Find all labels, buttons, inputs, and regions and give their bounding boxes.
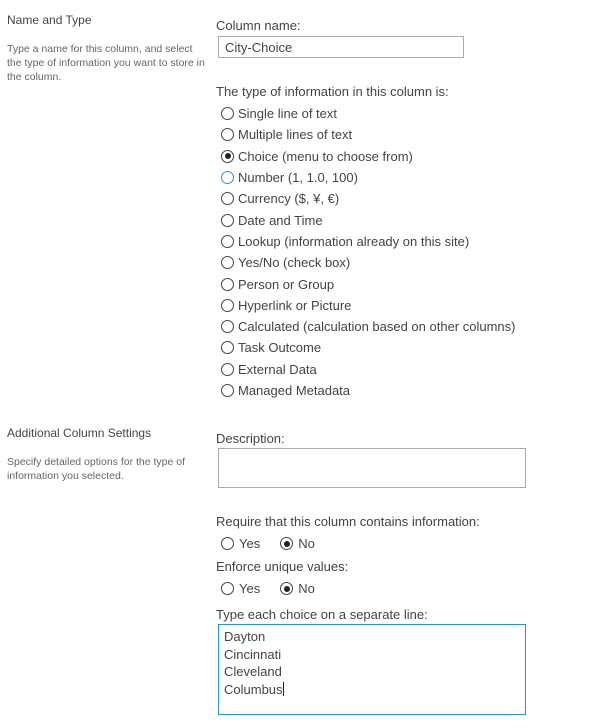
- unique-no-radio[interactable]: [280, 582, 293, 595]
- section-desc-name-type: Type a name for this column, and select the type of information you want to store in the column.: [7, 43, 205, 83]
- section-title-additional: Additional Column Settings: [7, 426, 152, 440]
- radio-button[interactable]: [221, 256, 234, 269]
- type-option[interactable]: [221, 103, 516, 124]
- radio-button[interactable]: [221, 278, 234, 291]
- type-option-label: Lookup (information already on this site): [238, 233, 470, 249]
- type-label: The type of information in this column is:: [216, 84, 449, 99]
- choice-line: Cincinnati: [224, 646, 282, 662]
- type-option-label: Person or Group: [238, 276, 335, 292]
- choice-line: Cleveland: [224, 664, 282, 679]
- radio-button[interactable]: [221, 320, 234, 333]
- radio-button[interactable]: [221, 214, 234, 227]
- radio-button[interactable]: [221, 107, 234, 120]
- choice-line: [224, 681, 520, 699]
- require-label: Require that this column contains information:: [216, 514, 480, 529]
- type-option[interactable]: [221, 380, 516, 401]
- require-yes-radio[interactable]: [221, 537, 234, 550]
- choices-label: Type each choice on a separate line:: [216, 607, 428, 622]
- unique-label: Enforce unique values:: [216, 559, 349, 574]
- column-name-label: Column name:: [216, 18, 301, 33]
- require-radio-group: [221, 536, 335, 551]
- radio-button[interactable]: [221, 171, 234, 184]
- description-textarea[interactable]: [218, 448, 526, 488]
- description-label: Description:: [216, 431, 285, 446]
- type-option-label: Choice (menu to choose from): [238, 148, 413, 164]
- require-no-label: No: [298, 536, 315, 551]
- radio-button[interactable]: [221, 235, 234, 248]
- type-option-label: Calculated (calculation based on other columns): [238, 319, 516, 335]
- unique-radio-group: [221, 581, 335, 596]
- radio-button[interactable]: [221, 341, 234, 354]
- radio-button[interactable]: [221, 384, 234, 397]
- type-option[interactable]: [221, 252, 516, 273]
- type-option[interactable]: [221, 167, 516, 188]
- choice-line: Dayton: [224, 629, 266, 644]
- require-no-radio[interactable]: [280, 537, 293, 550]
- type-option[interactable]: [221, 359, 516, 380]
- type-radio-group: [221, 103, 516, 401]
- radio-button[interactable]: [221, 192, 234, 205]
- type-option[interactable]: [221, 146, 516, 167]
- type-option[interactable]: [221, 188, 516, 209]
- section-title-name-type: Name and Type: [7, 13, 92, 27]
- radio-button[interactable]: [221, 150, 234, 163]
- type-option[interactable]: [221, 273, 516, 294]
- type-option-label: Hyperlink or Picture: [238, 297, 352, 313]
- type-option-label: Yes/No (check box): [238, 255, 351, 271]
- type-option-label: Task Outcome: [238, 340, 322, 356]
- radio-button[interactable]: [221, 128, 234, 141]
- type-option[interactable]: [221, 316, 516, 337]
- type-option-label: External Data: [238, 361, 317, 377]
- type-option-label: Date and Time: [238, 212, 323, 228]
- type-option[interactable]: [221, 337, 516, 358]
- require-yes-label: Yes: [239, 536, 261, 551]
- unique-no-label: No: [298, 581, 315, 596]
- type-option-label: Managed Metadata: [238, 383, 351, 398]
- unique-yes-label: Yes: [239, 581, 261, 596]
- type-option[interactable]: [221, 295, 516, 316]
- type-option[interactable]: [221, 124, 516, 145]
- type-option-label: Multiple lines of text: [238, 127, 353, 143]
- section-desc-additional: Specify detailed options for the type of information you selected.: [7, 456, 186, 482]
- type-option-label: Single line of text: [238, 106, 338, 122]
- choices-textarea[interactable]: [218, 624, 526, 715]
- text-caret: [283, 682, 284, 696]
- type-option[interactable]: [221, 231, 516, 252]
- radio-button[interactable]: [221, 363, 234, 376]
- unique-yes-radio[interactable]: [221, 582, 234, 595]
- type-option[interactable]: [221, 209, 516, 230]
- column-name-input[interactable]: [218, 36, 464, 58]
- type-option-label: Number (1, 1.0, 100): [238, 170, 358, 186]
- type-option-label: Currency ($, ¥, €): [238, 191, 340, 207]
- radio-button[interactable]: [221, 299, 234, 312]
- choice-line-text: Columbus: [224, 681, 283, 697]
